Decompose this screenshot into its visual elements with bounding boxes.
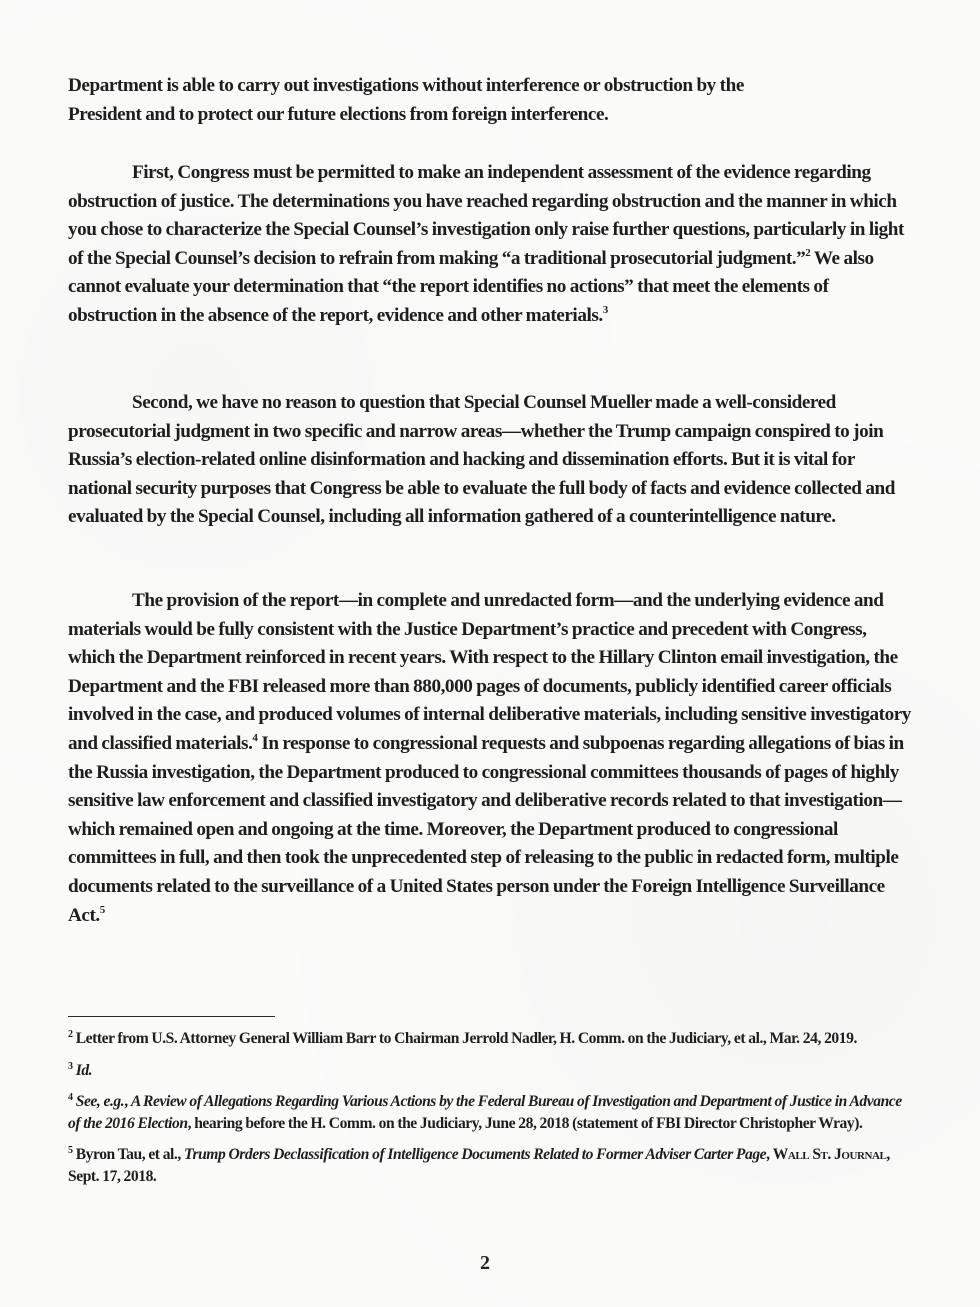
footnote-publication: Wall St. Journal	[772, 1146, 887, 1163]
paragraph-first-point	[68, 159, 913, 331]
footnote-date: , Sept. 17, 2018.	[68, 1146, 890, 1185]
paragraph-text: Second, we have no reason to question that Special Counsel Mueller made a well-considered prosecutorial judgment in two specific and narrow areas—whether the Trump campaign conspired to join Russia’s election-related online disinformation and hacking and dissemination efforts. But it is vital for national security purposes that Congress be able to evaluate the full body of facts and evidence collected and evaluated by the Special Counsel, including all information gathered of a counterintelligence nature.	[68, 392, 895, 528]
footnote-ref-3[interactable]: 3	[602, 303, 608, 316]
paragraph-text: First, Congress must be permitted to make an independent assessment of the evidence regarding obstruction of justice. The determinations you have reached regarding obstruction and the manner in which you chose to characterize the Special Counsel’s investigation only raise further questions, particularly in light of the Special Counsel’s decision to refrain from making “a traditional prosecutorial judgment.”	[68, 162, 904, 269]
footnote-number: 4	[68, 1092, 73, 1103]
footnote-number: 3	[68, 1060, 73, 1072]
footnote-author: Byron Tau, et al.,	[75, 1146, 184, 1163]
footnote-article-title: Trump Orders Declassification of Intelligence Documents Related to Former Adviser Carter Page	[183, 1146, 767, 1163]
footnote-text: Id.	[75, 1061, 93, 1079]
footnote-number: 5	[68, 1145, 73, 1156]
footnote-signal: See, e.g.	[75, 1093, 125, 1110]
footnote-text: ,	[124, 1093, 131, 1110]
footnote-ref-4[interactable]: 4	[252, 731, 258, 744]
paragraph-second-point	[68, 389, 913, 532]
paragraph-line: Department is able to carry out investigations without interference or obstruction by the	[68, 75, 744, 96]
footnote-3	[68, 1060, 913, 1082]
footnote-text: Letter from U.S. Attorney General William Barr to Chairman Jerrold Nadler, H. Comm. on the Judiciary, et al., Mar. 24, 2019.	[75, 1030, 857, 1047]
footnote-hearing-title: A Review of Allegations Regarding Various Actions by the Federal Bureau of Investigation and Department of Justice in Advance of the 2016 Election	[68, 1093, 902, 1132]
footnote-2	[68, 1028, 913, 1050]
footnote-text: , hearing before the H. Comm. on the Judiciary, June 28, 2018 (statement of FBI Director Christopher Wray).	[187, 1114, 863, 1132]
paragraph-continuation	[68, 72, 913, 129]
paragraph-precedent	[68, 587, 913, 930]
paragraph-text: In response to congressional requests and subpoenas regarding allegations of bias in the Russia investigation, the Department produced to congressional committees thousands of pages of highly sensitive law enforcement and classified investigatory and deliberative records related to that investigation—which remained open and ongoing at the time. Moreover, the Department produced to congressional committees in full, and then took the unprecedented step of releasing to the public in redacted form, multiple documents related to the surveillance of a United States person under the Foreign Intelligence Surveillance Act.	[68, 732, 904, 926]
paragraph-line: President and to protect our future elections from foreign interference.	[68, 103, 609, 125]
footnotes	[68, 1028, 913, 1197]
footnote-5	[68, 1144, 913, 1187]
footnote-number: 2	[68, 1029, 73, 1040]
paragraph-text: We also cannot evaluate your determination that “the report identifies no actions” that meet the elements of obstruction in the absence of the report, evidence and other materials.	[68, 247, 874, 326]
footnote-divider	[68, 1016, 275, 1017]
footnote-4	[68, 1091, 913, 1134]
footnote-text: ,	[766, 1146, 773, 1163]
paragraph-text: The provision of the report—in complete and unredacted form—and the underlying evidence and materials would be fully consistent with the Justice Department’s practice and precedent with Congress, which the Department reinforced in recent years. With respect to the Hillary Clinton email investigation, the Department and the FBI released more than 880,000 pages of documents, publicly identified career officials involved in the case, and produced volumes of internal deliberative materials, including sensitive investigatory and classified materials.	[68, 590, 911, 754]
footnote-ref-5[interactable]: 5	[99, 903, 105, 916]
footnote-ref-2[interactable]: 2	[805, 246, 811, 259]
page-number: 2	[480, 1252, 490, 1274]
